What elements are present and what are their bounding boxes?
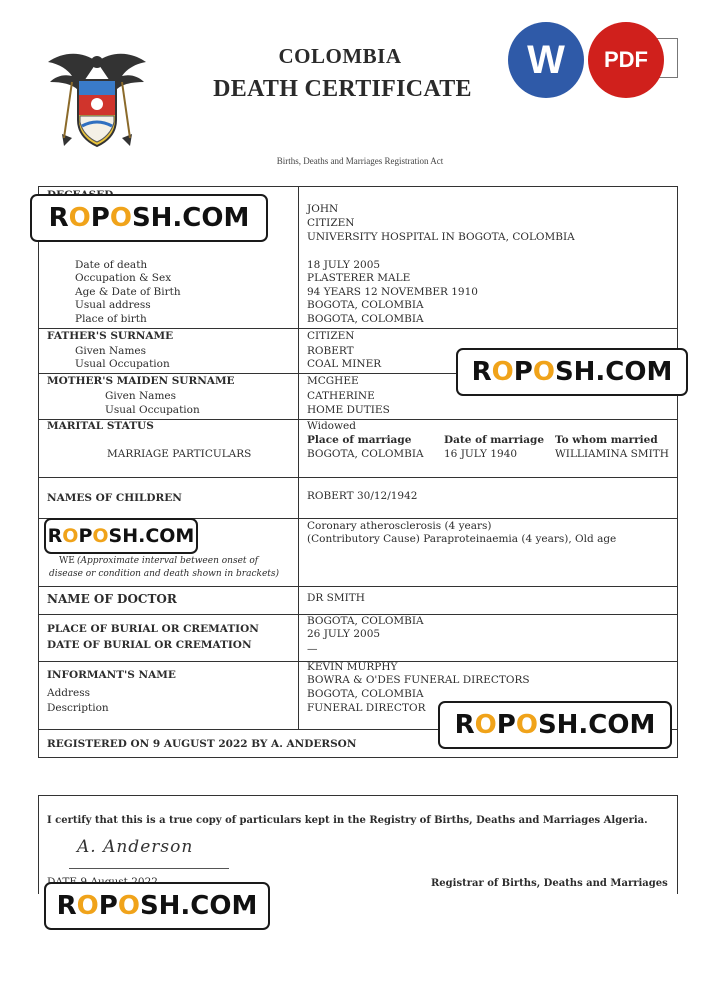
watermark-logo xyxy=(30,194,268,242)
burial-date: 26 JULY 2005 xyxy=(307,628,381,640)
marital-status: Widowed xyxy=(307,420,356,432)
column-divider xyxy=(298,187,299,729)
children-label: NAMES OF CHILDREN xyxy=(47,492,182,504)
coat-of-arms-seal xyxy=(42,42,152,152)
informant-address: BOGOTA, COLOMBIA xyxy=(307,688,424,700)
father-given: ROBERT xyxy=(307,345,354,357)
watermark-letter: P xyxy=(78,525,93,547)
place-of-death: UNIVERSITY HOSPITAL IN BOGOTA, COLOMBIA xyxy=(307,231,575,243)
burial-place: BOGOTA, COLOMBIA xyxy=(307,615,424,627)
informant-label: INFORMANT'S NAME xyxy=(47,669,176,681)
marriage-place-header: Place of marriage xyxy=(307,434,412,446)
burial-place-label: PLACE OF BURIAL OR CREMATION xyxy=(47,623,259,635)
watermark-letter: R xyxy=(454,710,475,740)
mother-given: CATHERINE xyxy=(307,390,375,402)
certification-box xyxy=(38,795,678,894)
watermark-letter: O xyxy=(532,357,555,387)
watermark-letter: SH.COM xyxy=(537,710,656,740)
father-occupation-label: Usual Occupation xyxy=(75,358,170,370)
informant-address-label: Address xyxy=(47,687,91,699)
divider xyxy=(39,477,677,478)
watermark-letter: P xyxy=(98,891,118,921)
marriage-date-header: Date of marriage xyxy=(444,434,545,446)
date-of-death-label: Date of death xyxy=(75,259,148,271)
mother-surname: MCGHEE xyxy=(307,375,359,387)
children-names: ROBERT 30/12/1942 xyxy=(307,490,418,502)
watermark-letter: R xyxy=(56,891,77,921)
certify-text: I certify that this is a true copy of particulars kept in the Registry of Births, Deaths and Marriages Algeria. xyxy=(47,815,648,826)
place-of-birth-label: Place of birth xyxy=(75,313,147,325)
watermark-letter: SH.COM xyxy=(131,203,250,233)
marriage-place: BOGOTA, COLOMBIA xyxy=(307,448,424,460)
informant-org: BOWRA & O'DES FUNERAL DIRECTORS xyxy=(307,674,530,686)
deceased-surname: CITIZEN xyxy=(307,217,355,229)
watermark-letter: R xyxy=(48,203,69,233)
watermark-letter: SH.COM xyxy=(554,357,673,387)
signature: A. Anderson xyxy=(77,837,194,857)
watermark-letter: O xyxy=(117,891,140,921)
marriage-particulars-label: MARRIAGE PARTICULARS xyxy=(107,448,252,460)
marriage-date: 16 JULY 1940 xyxy=(444,448,518,460)
place-of-birth: BOGOTA, COLOMBIA xyxy=(307,313,424,325)
informant-description: FUNERAL DIRECTOR xyxy=(307,702,426,714)
mother-given-label: Given Names xyxy=(105,390,176,402)
document-title: DEATH CERTIFICATE xyxy=(213,76,472,102)
burial-extra: — xyxy=(307,643,318,655)
watermark-letter: O xyxy=(109,203,132,233)
watermark-letter: P xyxy=(496,710,516,740)
age-birth-label: Age & Date of Birth xyxy=(75,286,181,298)
watermark-letter: O xyxy=(68,203,91,233)
occupation-sex-label: Occupation & Sex xyxy=(75,272,172,284)
watermark-letter: O xyxy=(474,710,497,740)
cause-note: (Approximate interval between onset of xyxy=(77,556,259,566)
father-surname-label: FATHER'S SURNAME xyxy=(47,330,174,342)
doctor-name: DR SMITH xyxy=(307,592,365,604)
watermark-letter: P xyxy=(513,357,533,387)
watermark-letter: O xyxy=(515,710,538,740)
informant-description-label: Description xyxy=(47,702,109,714)
married-to-header: To whom married xyxy=(555,434,658,446)
date-of-death: 18 JULY 2005 xyxy=(307,259,381,271)
usual-address: BOGOTA, COLOMBIA xyxy=(307,299,424,311)
signature-line xyxy=(69,868,229,869)
watermark-logo xyxy=(44,882,270,930)
watermark-logo xyxy=(456,348,688,396)
country-heading: COLOMBIA xyxy=(278,44,402,68)
mother-occupation: HOME DUTIES xyxy=(307,404,390,416)
watermark-letter: SH.COM xyxy=(108,525,195,547)
divider xyxy=(39,586,677,587)
registered-line: REGISTERED ON 9 AUGUST 2022 BY A. ANDERSON xyxy=(47,738,357,750)
married-to: WILLIAMINA SMITH xyxy=(555,448,669,460)
watermark-letter: R xyxy=(47,525,63,547)
informant-name: KEVIN MURPHY xyxy=(307,661,398,673)
watermark-letter: SH.COM xyxy=(139,891,258,921)
pdf-format-button[interactable]: PDF xyxy=(588,22,664,98)
watermark-logo xyxy=(438,701,672,749)
cause-note-prefix: WE xyxy=(59,556,75,566)
marital-status-label: MARITAL STATUS xyxy=(47,420,154,432)
act-subtitle: Births, Deaths and Marriages Registration Act xyxy=(276,156,444,166)
age-birth: 94 YEARS 12 NOVEMBER 1910 xyxy=(307,286,478,298)
watermark-letter: R xyxy=(471,357,492,387)
cause-note-2: disease or condition and death shown in brackets) xyxy=(49,569,280,579)
divider xyxy=(39,328,677,329)
watermark-letter: P xyxy=(90,203,110,233)
certificate-table xyxy=(38,186,678,758)
father-given-label: Given Names xyxy=(75,345,146,357)
burial-date-label: DATE OF BURIAL OR CREMATION xyxy=(47,639,252,651)
watermark-letter: O xyxy=(76,891,99,921)
watermark-letter: O xyxy=(491,357,514,387)
watermark-letter: O xyxy=(62,525,79,547)
word-format-button[interactable]: W xyxy=(508,22,584,98)
deceased-given-name: JOHN xyxy=(307,203,339,215)
mother-surname-label: MOTHER'S MAIDEN SURNAME xyxy=(47,375,235,387)
occupation-sex: PLASTERER MALE xyxy=(307,272,411,284)
mother-occupation-label: Usual Occupation xyxy=(105,404,200,416)
watermark-logo xyxy=(44,518,198,554)
cause-line-1: Coronary atherosclerosis (4 years) xyxy=(307,520,492,532)
registrar-title: Registrar of Births, Deaths and Marriages xyxy=(431,878,668,889)
doctor-label: NAME OF DOCTOR xyxy=(47,592,177,606)
father-occupation: COAL MINER xyxy=(307,358,382,370)
father-surname: CITIZEN xyxy=(307,330,355,342)
watermark-letter: O xyxy=(92,525,109,547)
usual-address-label: Usual address xyxy=(75,299,151,311)
cause-line-2: (Contributory Cause) Paraproteinaemia (4 years), Old age xyxy=(307,533,617,545)
